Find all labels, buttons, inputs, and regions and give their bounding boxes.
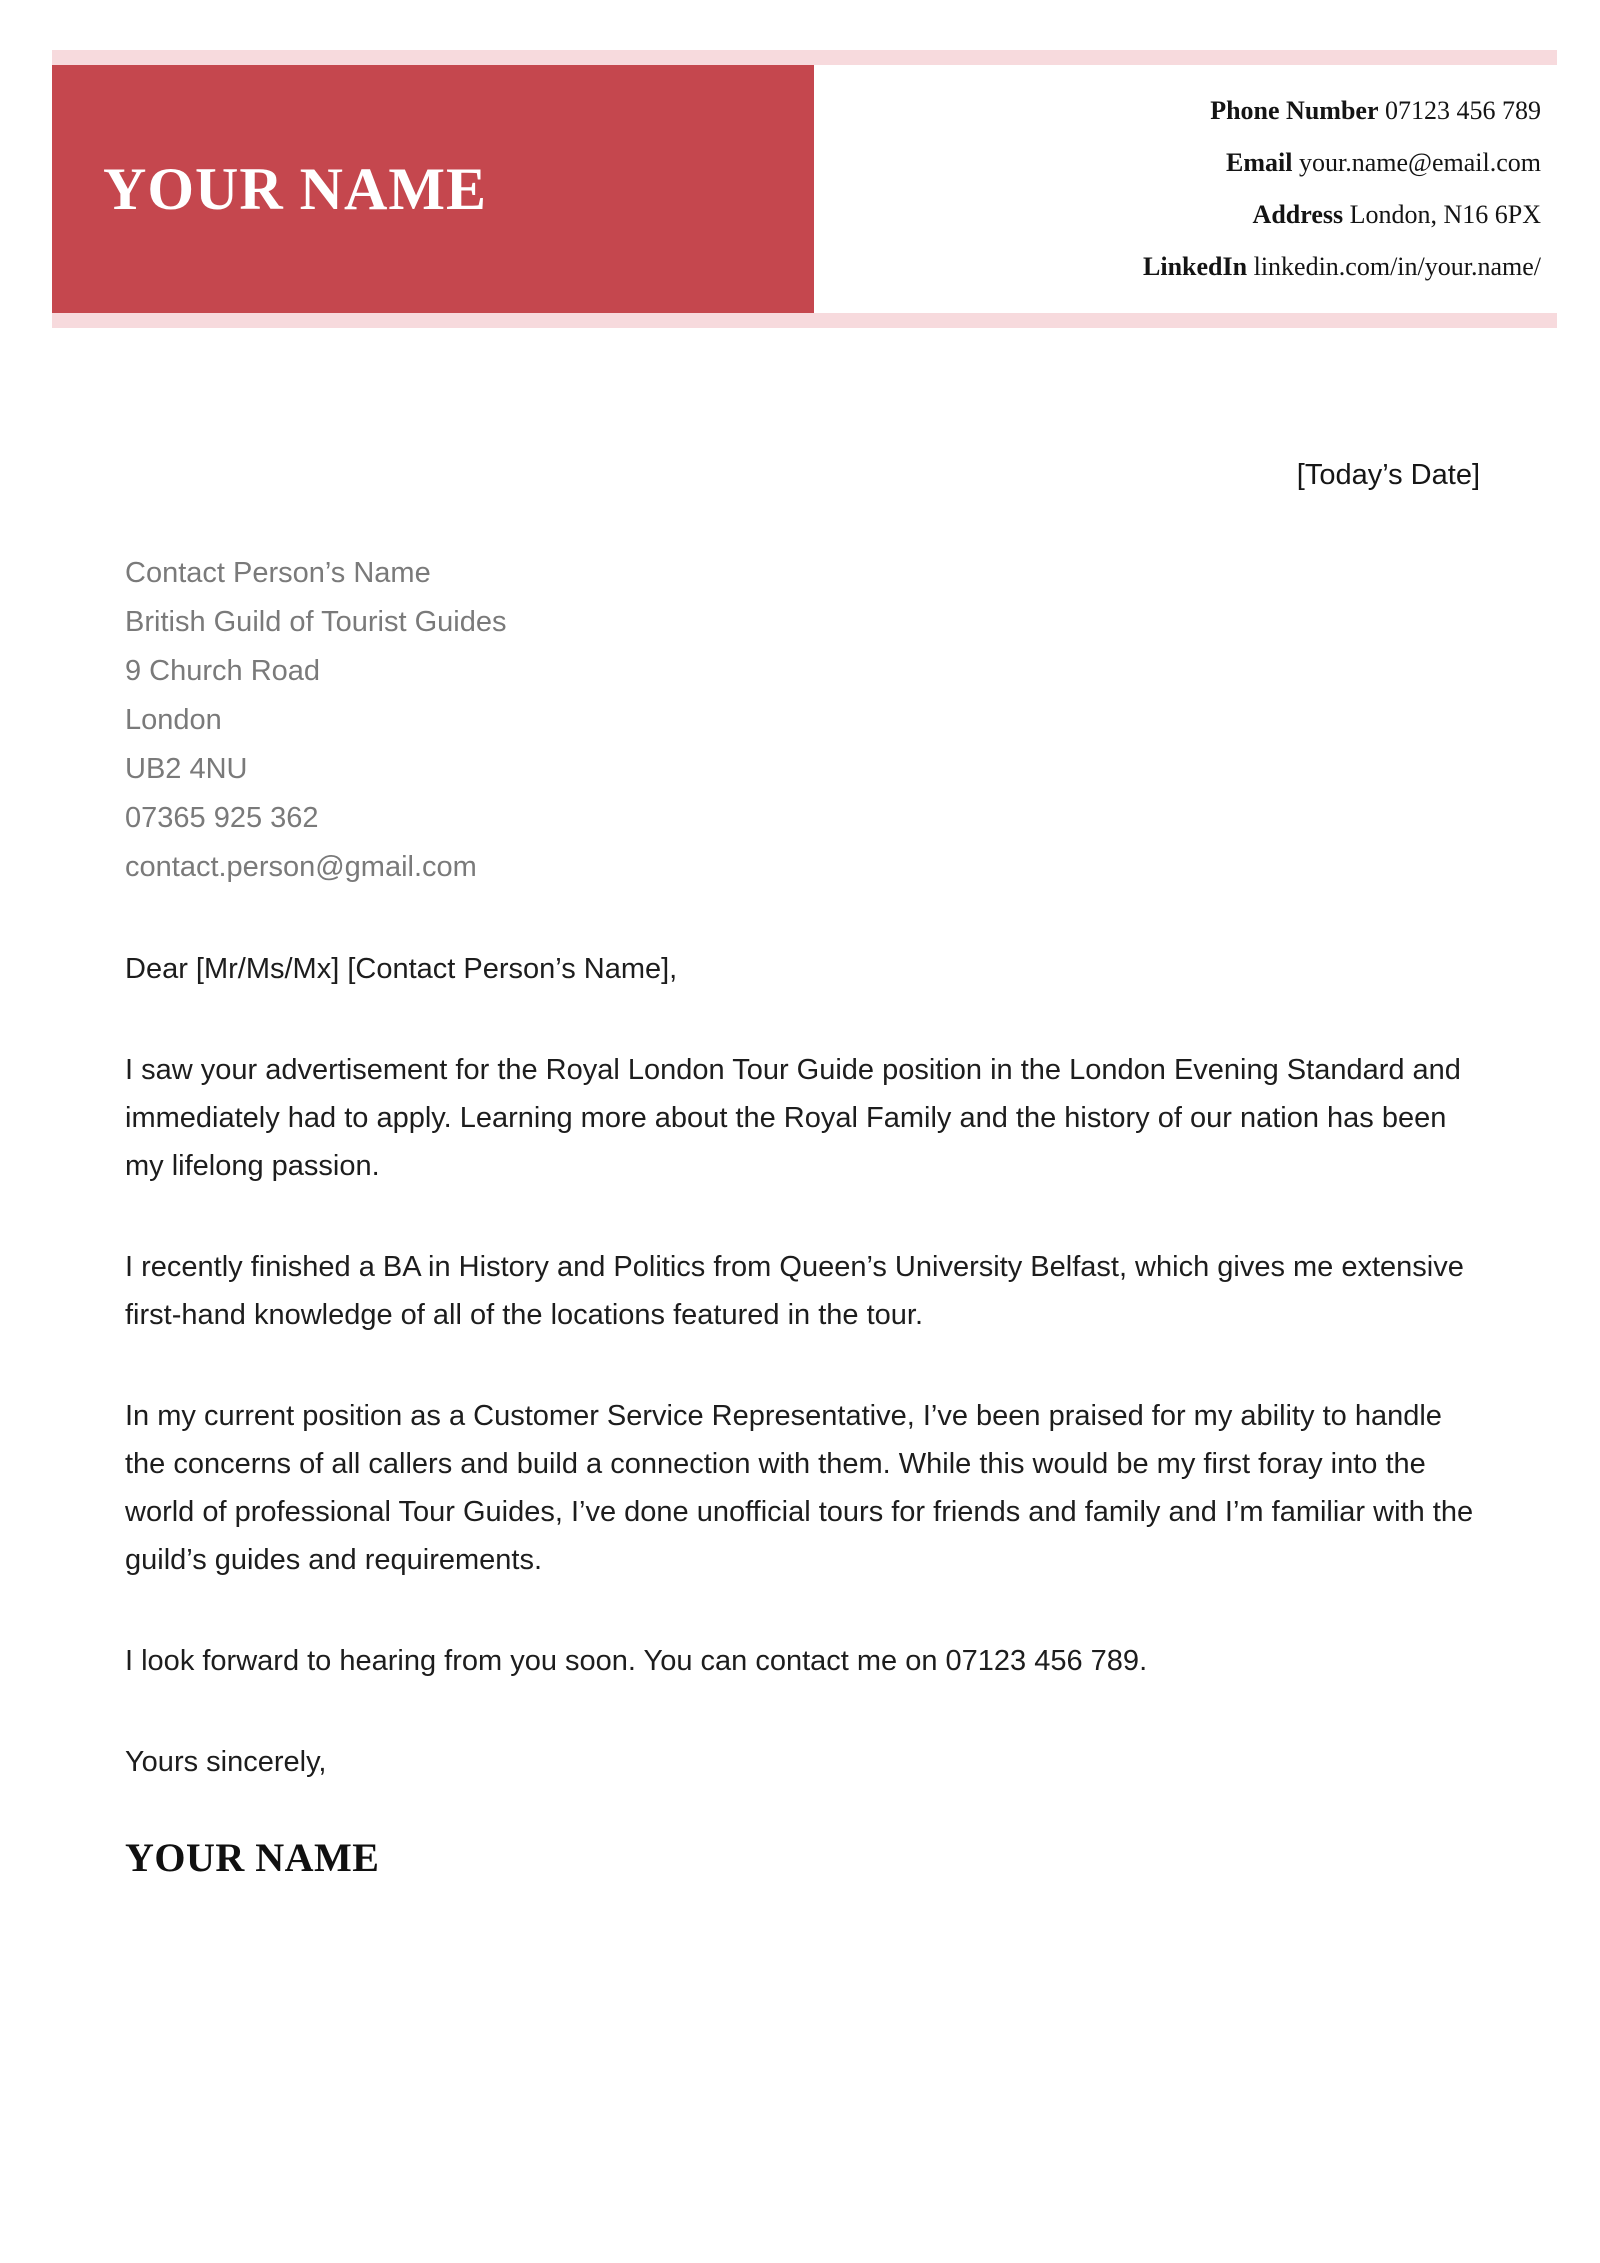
contact-row-linkedin [1143,241,1541,293]
contact-row-email [1226,137,1541,189]
recipient-name: Contact Person’s Name [125,557,431,589]
contact-row-address [1253,189,1541,241]
letterhead [52,50,1557,328]
header-contact-info [814,65,1557,313]
paragraph-1: I saw your advertisement for the Royal London Tour Guide position in the London Evening Standard and immediately had to apply. Learning more about the Royal Family and the history of our nation has been my lifelong passion. [125,1054,1461,1182]
paragraph-3: In my current position as a Customer Service Representative, I’ve been praised for my ability to handle the concerns of all callers and build a connection with them. While this would be my first foray into the world of professional Tour Guides, I’ve done unofficial tours for friends and family and I’m familiar with the guild’s guides and requirements. [125,1400,1474,1576]
paragraph-4: I look forward to hearing from you soon. You can contact me on 07123 456 789. [125,1645,1148,1677]
address-value: London, N16 6PX [1349,200,1541,229]
email-value: your.name@email.com [1299,148,1541,177]
recipient-street: 9 Church Road [125,655,321,687]
phone-value: 07123 456 789 [1385,96,1541,125]
recipient-phone: 07365 925 362 [125,802,319,834]
address-label: Address [1252,200,1344,229]
letterhead-top-stripe [52,50,1557,65]
closing-line: Yours sincerely, [125,1746,327,1778]
letter-body [0,328,1600,1882]
letterhead-bottom-stripe [52,313,1557,328]
recipient-organisation: British Guild of Tourist Guides [125,606,507,638]
linkedin-label: LinkedIn [1143,252,1248,281]
recipient-email: contact.person@gmail.com [125,851,477,883]
paragraph-2: I recently finished a BA in History and Politics from Queen’s University Belfast, which gives me extensive first-hand knowledge of all of the locations featured in the tour. [125,1251,1464,1331]
date-line: [Today’s Date] [1296,459,1480,491]
recipient-city: London [125,704,222,736]
contact-row-phone [1210,85,1541,137]
email-label: Email [1226,148,1293,177]
signature-name: YOUR NAME [125,1835,380,1880]
name-banner [52,65,814,313]
linkedin-value: linkedin.com/in/your.name/ [1253,252,1541,281]
salutation: Dear [Mr/Ms/Mx] [Contact Person’s Name], [125,953,678,985]
applicant-name-heading: YOUR NAME [103,155,487,222]
phone-label: Phone Number [1210,96,1379,125]
recipient-postcode: UB2 4NU [125,753,248,785]
recipient-block [125,549,1480,892]
letterhead-middle [52,65,1557,313]
